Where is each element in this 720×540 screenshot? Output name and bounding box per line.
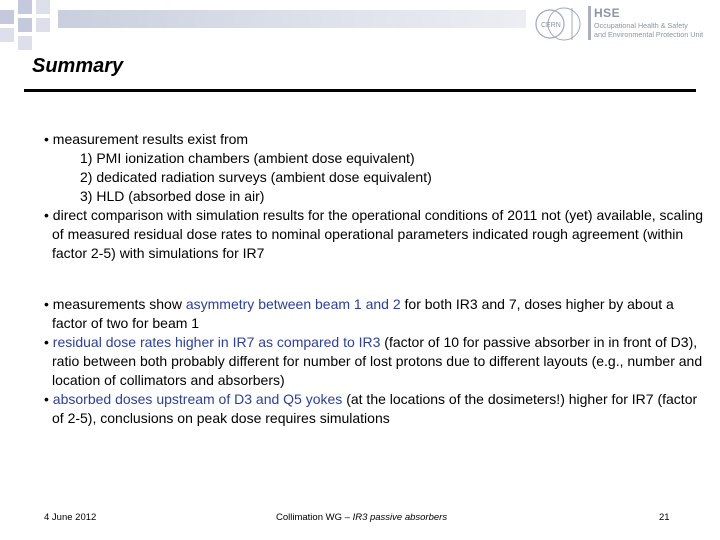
- footer-title: [276, 512, 447, 523]
- deco-square: [18, 36, 32, 50]
- bullet-text: • measurements show: [44, 296, 186, 312]
- list-item: 3) HLD (absorbed dose in air): [80, 188, 265, 204]
- deco-square: [18, 18, 32, 32]
- bullet-comparison: • direct comparison with simulation results for the operational conditions of 2011 not (yet) available, scaling of measured residual dose rates to nominal operational parameters indicated rough agreement (within factor 2-5) with simulations for IR7: [44, 207, 704, 261]
- bullet-residual-dose: [44, 333, 704, 390]
- footer-title-part: Collimation WG –: [276, 512, 353, 523]
- deco-square: [36, 0, 50, 14]
- hse-subtitle: [594, 21, 703, 39]
- hse-logo: [588, 6, 710, 42]
- highlight-text: residual dose rates higher in IR7 as compared to IR3: [52, 334, 381, 350]
- bullet-text: •: [44, 391, 53, 407]
- spacer: [44, 263, 704, 295]
- highlight-text: asymmetry between beam 1 and 2: [185, 296, 401, 312]
- bullet-intro: • measurement results exist from: [44, 131, 249, 147]
- hse-subtitle-line: and Environmental Protection Unit: [594, 30, 704, 39]
- title-divider: [24, 89, 696, 92]
- highlight-text: absorbed doses upstream of D3 and Q5 yokes: [52, 391, 343, 407]
- bullet-text: for both IR3 and 7, doses higher by about a factor of two for beam 1: [52, 296, 674, 331]
- list-item: 2) dedicated radiation surveys (ambient dose equivalent): [80, 169, 432, 185]
- hse-logo-bar: [588, 6, 591, 40]
- deco-square: [36, 18, 50, 32]
- bullet-absorbed-doses: [44, 390, 704, 428]
- cern-logo: [532, 4, 584, 44]
- bullet-asymmetry: [44, 295, 704, 333]
- footer-title-italic: IR3 passive absorbers: [352, 512, 448, 523]
- footer-date: 4 June 2012: [44, 512, 97, 523]
- slide-title: Summary: [32, 55, 124, 77]
- slide-body: [44, 130, 704, 428]
- bullet-text: (factor of 10 for passive absorber in in front of D3), ratio between both probably different for number of lost protons due to different layouts (e.g., number and location of collimators and absorbers): [52, 334, 703, 388]
- header-gradient-bar: [58, 10, 526, 28]
- hse-title: HSE: [594, 6, 621, 20]
- hse-subtitle-line: Occupational Health & Safety: [594, 21, 688, 30]
- page-number: 21: [659, 512, 670, 523]
- deco-square: [0, 28, 14, 42]
- deco-square: [18, 0, 32, 14]
- list-item: 1) PMI ionization chambers (ambient dose equivalent): [80, 150, 415, 166]
- bullet-text: (at the locations of the dosimeters!) higher for IR7 (factor of 2-5), conclusions on peak dose requires simulations: [52, 391, 698, 426]
- bullet-text: •: [44, 334, 53, 350]
- cern-logo-text: CERN: [541, 22, 561, 29]
- deco-square: [0, 10, 14, 24]
